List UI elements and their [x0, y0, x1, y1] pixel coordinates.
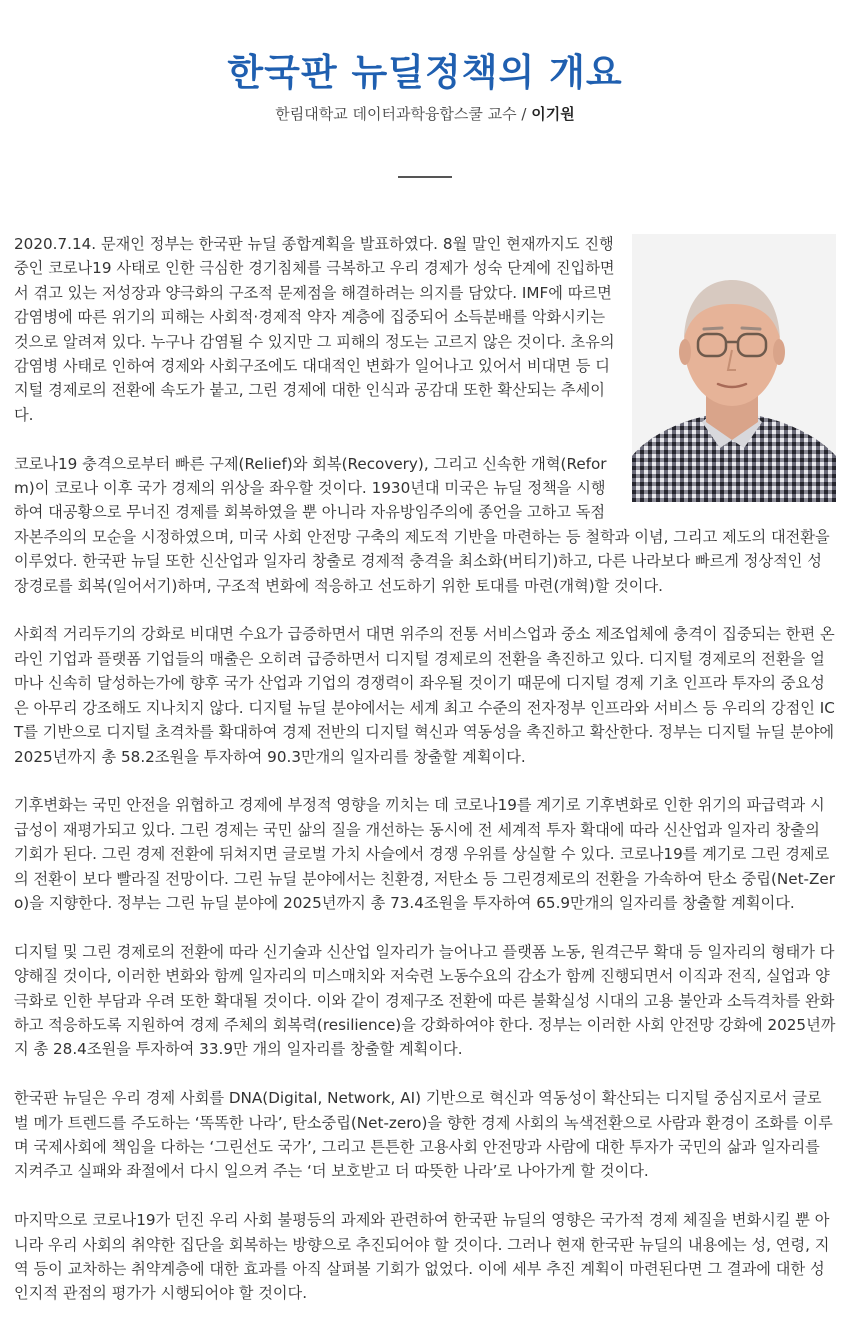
author-name: 이기원 — [531, 105, 575, 123]
author-photo — [632, 234, 836, 502]
article-paragraph: 디지털 및 그린 경제로의 전환에 따라 신기술과 신산업 일자리가 늘어나고 플랫폼 노동, 원격근무 확대 등 일자리의 형태가 다양해질 것이다, 이러한 변화와 함께 일자리의 미스매치와 저숙련 노동수요의 감소가 함께 진행되면서 이직과 전직, 실업과 양극화로 인한 부담과 우려 또한 확대될 것이다. 이와 같이 경제구조 전환에 따른 불확실성 시대의 고용 불안과 소득격차를 완화하고 적응하도록 지원하여 경제 주체의 회복력(resilience)을 강화하여야 한다. 정부는 이러한 사회 안전망 강화에 2025년까지 총 28.4조원을 투자하여 33.9만 개의 일자리를 창출할 계획이다. — [14, 942, 836, 1059]
article-paragraph: 코로나19 충격으로부터 빠른 구제(Relief)와 회복(Recovery), 그리고 신속한 개혁(Reform)이 코로나 이후 국가 경제의 위상을 좌우할 것이다. 1930년대 미국은 뉴딜 정책을 시행하여 대공황으로 무너진 경제를 회복하였을 뿐 아니라 자유방임주의에 종언을 고하고 독점자본주의의 모순을 시정하였으며, 미국 사회 안전망 구축의 제도적 기반을 마련하는 등 철학과 이념, 그리고 제도의 대전환을 이루었다. 한국판 뉴딜 또한 신산업과 일자리 창출로 경제적 충격을 최소화(버티기)하고, 다른 나라보다 빠르게 정상적인 성장경로를 회복(일어서기)하며, 구조적 변화에 적응하고 선도하기 위한 토대를 마련(개혁)할 것이다. — [14, 454, 830, 595]
article-paragraph: 사회적 거리두기의 강화로 비대면 수요가 급증하면서 대면 위주의 전통 서비스업과 중소 제조업체에 충격이 집중되는 한편 온라인 기업과 플랫폼 기업들의 매출은 오히려 급증하면서 디지털 경제로의 전환을 촉진하고 있다. 디지털 경제로의 전환을 얼마나 신속히 달성하는가에 향후 국가 산업과 기업의 경쟁력이 좌우될 것이기 때문에 디지털 경제 기초 인프라 투자의 중요성은 아무리 강조해도 지나치지 않다. 디지털 뉴딜 분야에서는 세계 최고 수준의 전자정부 인프라와 서비스 등 우리의 강점인 ICT를 기반으로 디지털 초격차를 확대하여 경제 전반의 디지털 혁신과 역동성을 촉진하고 확산한다. 정부는 디지털 뉴딜 분야에 2025년까지 총 58.2조원을 투자하여 90.3만개의 일자리를 창출할 계획이다. — [14, 625, 835, 766]
article-paragraph: 한국판 뉴딜은 우리 경제 사회를 DNA(Digital, Network, AI) 기반으로 혁신과 역동성이 확산되는 디지털 중심지로서 글로벌 메가 트렌드를 주도하는 ‘똑똑한 나라’, 탄소중립(Net-zero)을 향한 경제 사회의 녹색전환으로 사람과 환경이 조화를 이루며 국제사회에 책임을 다하는 ‘그린선도 국가’, 그리고 튼튼한 고용사회 안전망과 사람에 대한 투자가 국민의 삶과 일자리를 지켜주고 실패와 좌절에서 다시 일으켜 주는 ‘더 보호받고 더 따뜻한 나라’로 나아가게 할 것이다. — [14, 1089, 833, 1181]
article-paragraph: 2020.7.14. 문재인 정부는 한국판 뉴딜 종합계획을 발표하였다. 8월 말인 현재까지도 진행 중인 코로나19 사태로 인한 극심한 경기침체를 극복하고 우리 경제가 성숙 단계에 진입하면서 겪고 있는 저성장과 양극화의 구조적 문제점을 해결하려는 의지를 담았다. IMF에 따르면 감염병에 따른 위기의 피해는 사회적·경제적 약자 계층에 집중되어 소득분배를 악화시키는 것으로 알려져 있다. 누구나 감염될 수 있지만 그 피해의 정도는 고르지 않은 것이다. 초유의 감염병 사태로 인하여 경제와 사회구조에도 대대적인 변화가 일어나고 있어서 비대면 등 디지털 경제로의 전환에 속도가 붙고, 그린 경제에 대한 인식과 공감대 또한 확산되는 추세이다. — [14, 235, 615, 424]
author-byline — [0, 102, 850, 126]
article-paragraph: 마지막으로 코로나19가 던진 우리 사회 불평등의 과제와 관련하여 한국판 뉴딜의 영향은 국가적 경제 체질을 변화시킬 뿐 아니라 우리 사회의 취약한 집단을 회복하는 방향으로 추진되어야 할 것이다. 그러나 현재 한국판 뉴딜의 내용에는 성, 연령, 지역 등이 교차하는 취약계층에 대한 효과를 아직 살펴볼 기회가 없었다. 이에 세부 추진 계획이 마련된다면 그 결과에 대한 성인지적 관점의 평가가 시행되어야 할 것이다. — [14, 1211, 830, 1303]
article-paragraph: 기후변화는 국민 안전을 위협하고 경제에 부정적 영향을 끼치는 데 코로나19를 계기로 기후변화로 인한 위기의 파급력과 시급성이 재평가되고 있다. 그린 경제는 국민 삶의 질을 개선하는 동시에 전 세계적 투자 확대에 따라 신산업과 일자리 창출의 기회가 된다. 그린 경제 전환에 뒤쳐지면 글로벌 가치 사슬에서 경쟁 우위를 상실할 수 있다. 코로나19를 계기로 그린 경제로의 전환이 보다 빨라질 전망이다. 그린 뉴딜 분야에서는 친환경, 저탄소 등 그린경제로의 전환을 가속하여 탄소 중립(Net-Zero)을 지향한다. 정부는 그린 뉴딜 분야에 2025년까지 총 73.4조원을 투자하여 65.9만개의 일자리를 창출할 계획이다. — [14, 796, 835, 912]
article-title: 한국판 뉴딜정책의 개요 — [227, 50, 623, 94]
author-affiliation: 한림대학교 데이터과학융합스쿨 교수 / — [275, 105, 532, 123]
article-body — [14, 232, 836, 1330]
title-divider — [398, 176, 452, 178]
